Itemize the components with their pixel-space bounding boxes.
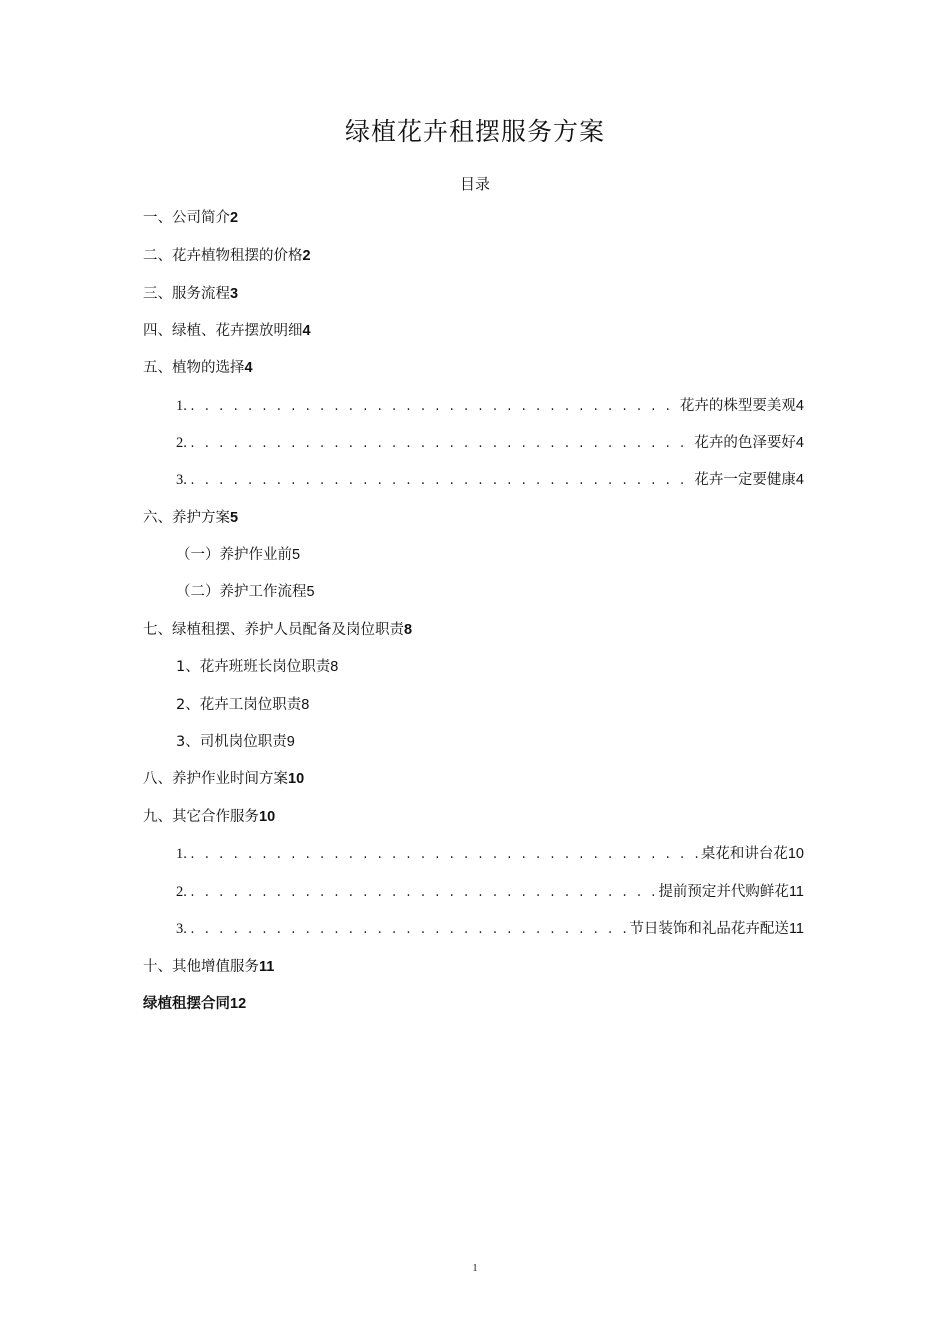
page-number: 1 — [472, 1263, 478, 1274]
toc-subentry-label: 花卉的株型要美观4 — [679, 398, 804, 414]
toc-entry-label: 七、绿植租摆、养护人员配备及岗位职责 — [143, 622, 404, 638]
toc-entry-label: 八、养护作业时间方案 — [143, 771, 288, 787]
toc-subentry-plant-health[interactable] — [176, 470, 804, 491]
toc-subentry-number: 1. — [176, 398, 187, 414]
dot-leader — [189, 471, 693, 491]
toc-entry-page: 4 — [244, 360, 253, 376]
toc-subentry-label: 节日装饰和礼品花卉配送11 — [629, 921, 804, 937]
toc-entry-label: 绿植租摆合同 — [143, 996, 230, 1012]
toc-entry-page: 12 — [230, 996, 247, 1012]
toc-entry-page: 8 — [301, 697, 310, 713]
toc-entry-page: 2 — [302, 248, 311, 264]
toc-entry-other-services[interactable] — [143, 807, 275, 827]
dot-leader — [189, 920, 628, 940]
toc-entry-label: （二）养护工作流程 — [176, 584, 307, 600]
toc-entry-page: 2 — [230, 210, 239, 226]
toc-entry-schedule[interactable] — [143, 769, 304, 789]
document-title: 绿植花卉租摆服务方案 — [344, 117, 605, 146]
toc-entry-page: 8 — [404, 622, 413, 638]
toc-entry-label: 一、公司简介 — [143, 210, 230, 226]
toc-entry-label: 十、其他增值服务 — [143, 959, 259, 975]
dot-leader — [189, 883, 657, 903]
toc-entry-pricing[interactable] — [143, 246, 311, 266]
toc-entry-contract[interactable] — [143, 994, 246, 1014]
toc-subentry-label: 桌花和讲台花10 — [700, 846, 804, 862]
toc-subentry-label: 提前预定并代购鲜花11 — [658, 884, 804, 900]
toc-entry-page: 10 — [288, 771, 305, 787]
toc-entry-label: 六、养护方案 — [143, 510, 230, 526]
toc-subentry-label: 花卉的色泽要好4 — [694, 435, 804, 451]
toc-subentry-number: 3. — [176, 921, 187, 937]
toc-entry-value-added[interactable] — [143, 957, 274, 977]
toc-entry-plant-selection[interactable] — [143, 358, 253, 378]
toc-entry-page: 10 — [259, 809, 276, 825]
toc-entry-placement-details[interactable] — [143, 321, 311, 341]
toc-entry-label: 二、花卉植物租摆的价格 — [143, 248, 303, 264]
toc-entry-page: 5 — [292, 547, 301, 563]
toc-entry-label: 2、花卉工岗位职责 — [176, 697, 302, 713]
toc-entry-page: 4 — [302, 323, 311, 339]
toc-entry-page: 5 — [306, 584, 315, 600]
toc-subentry-team-leader[interactable] — [176, 657, 338, 677]
toc-subentry-table-flowers[interactable] — [176, 844, 804, 865]
toc-subentry-plant-shape[interactable] — [176, 396, 804, 417]
toc-entry-label: 3、司机岗位职责 — [176, 734, 287, 750]
toc-entry-maintenance-plan[interactable] — [143, 508, 238, 528]
toc-subentry-driver[interactable] — [176, 732, 295, 752]
toc-entry-company-intro[interactable] — [143, 208, 238, 228]
toc-entry-label: 五、植物的选择 — [143, 360, 245, 376]
toc-subentry-holiday-decoration[interactable] — [176, 919, 804, 940]
toc-entry-label: 九、其它合作服务 — [143, 809, 259, 825]
toc-subentry-number: 2. — [176, 884, 187, 900]
toc-subentry-number: 1. — [176, 846, 187, 862]
toc-entry-page: 11 — [259, 959, 275, 975]
toc-heading: 目录 — [459, 175, 490, 193]
toc-entry-service-process[interactable] — [143, 284, 238, 304]
toc-entry-page: 3 — [230, 286, 239, 302]
toc-entry-label: 1、花卉班班长岗位职责 — [176, 659, 331, 675]
dot-leader — [189, 397, 678, 417]
toc-subentry-maintenance-workflow[interactable] — [176, 582, 315, 602]
toc-subentry-before-maintenance[interactable] — [176, 545, 300, 565]
toc-subentry-label: 花卉一定要健康4 — [694, 472, 804, 488]
toc-entry-staffing[interactable] — [143, 620, 412, 640]
toc-subentry-plant-color[interactable] — [176, 433, 804, 454]
toc-entry-label: （一）养护作业前 — [176, 547, 292, 563]
toc-entry-label: 三、服务流程 — [143, 286, 230, 302]
dot-leader — [189, 845, 699, 865]
toc-subentry-flower-purchase[interactable] — [176, 882, 804, 903]
toc-entry-page: 8 — [330, 659, 339, 675]
toc-subentry-number: 2. — [176, 435, 187, 451]
toc-subentry-number: 3. — [176, 472, 187, 488]
toc-entry-label: 四、绿植、花卉摆放明细 — [143, 323, 303, 339]
toc-subentry-gardener[interactable] — [176, 695, 309, 715]
toc-entry-page: 5 — [230, 510, 239, 526]
dot-leader — [189, 434, 693, 454]
toc-entry-page: 9 — [286, 734, 295, 750]
